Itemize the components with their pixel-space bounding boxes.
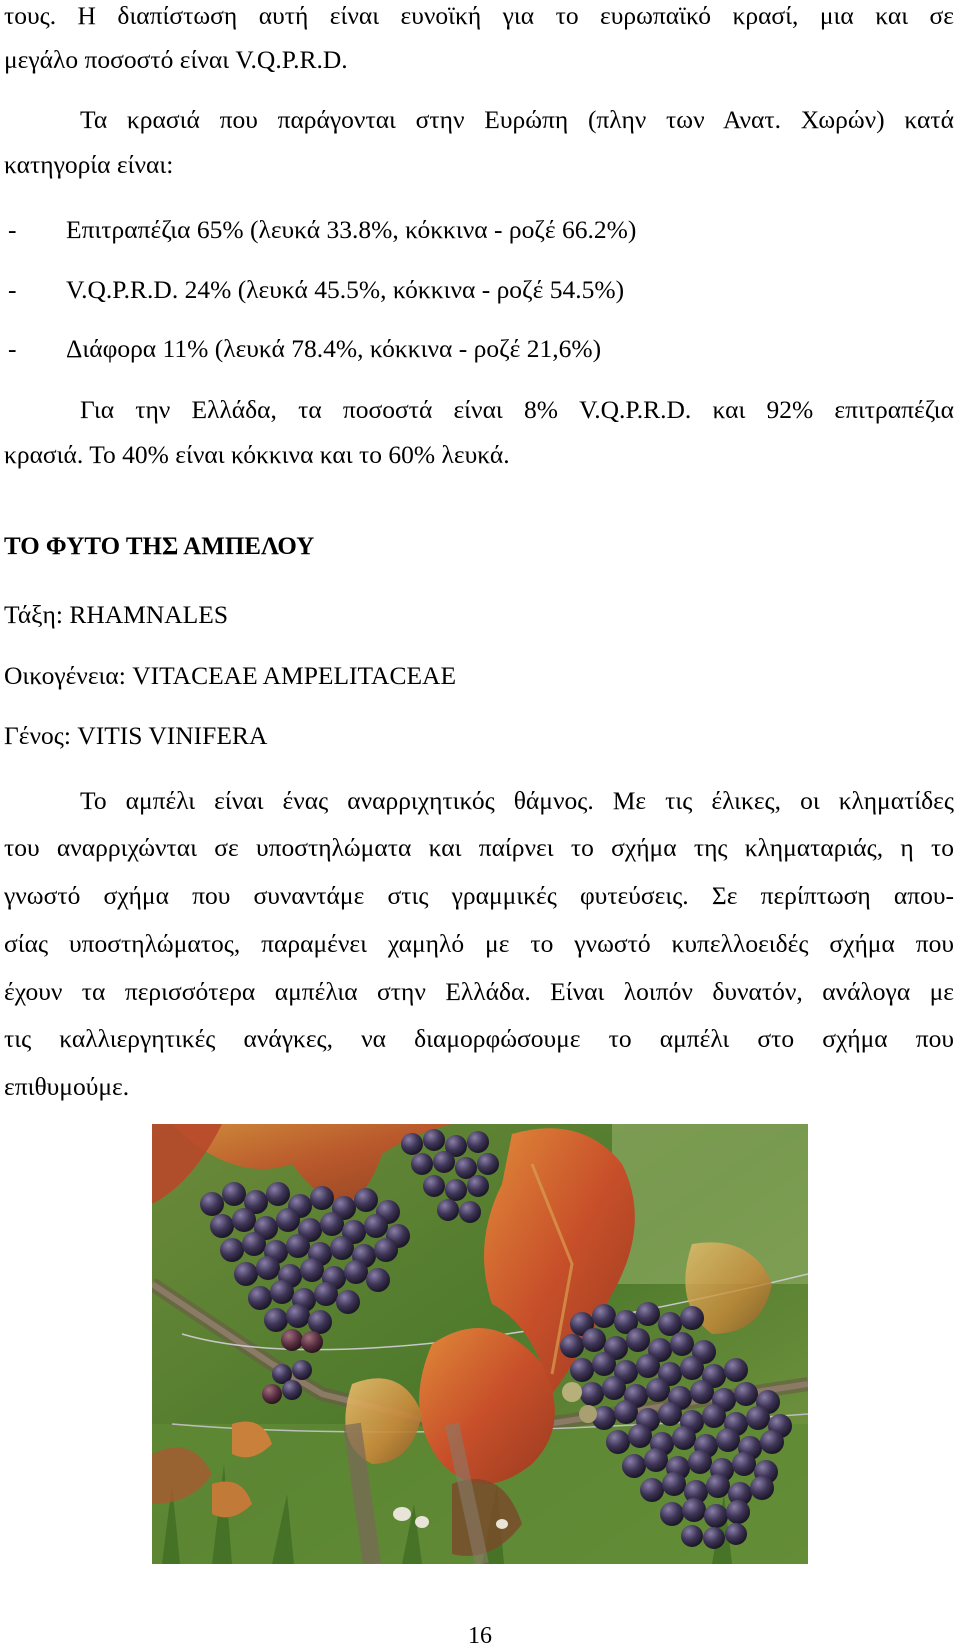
body-line-4: σίας υποστηλώματος, παραμένει χαμηλό με το γνωστό κυπελλοειδές σχήμα που <box>4 929 954 958</box>
dash-marker: - <box>8 275 17 304</box>
body-line-3: γνωστό σχήμα που συναντάμε στις γραμμικές φυτεύσεις. Σε περίπτωση απου- <box>4 881 954 910</box>
body-line-7: επιθυμούμε. <box>4 1072 130 1101</box>
europe-paragraph-line-1: Τα κρασιά που παράγονται στην Ευρώπη (πλην των Ανατ. Χωρών) κατά <box>80 105 954 134</box>
taxonomy-family: Οικογένεια: VITACEAE AMPELITACEAE <box>4 661 457 690</box>
category-text: Επιτραπέζια 65% (λευκά 33.8%, κόκκινα - ροζέ 66.2%) <box>66 215 637 244</box>
body-line-1: Το αμπέλι είναι ένας αναρριχητικός θάμνος. Με τις έλικες, οι κληματίδες <box>80 786 954 815</box>
dash-marker: - <box>8 334 17 363</box>
grapevine-photo <box>152 1124 808 1564</box>
intro-paragraph-line-2: μεγάλο ποσοστό είναι V.Q.P.R.D. <box>4 45 348 74</box>
greece-paragraph-line-2: κρασιά. Το 40% είναι κόκκινα και το 60% λευκά. <box>4 440 510 469</box>
dash-marker: - <box>8 215 17 244</box>
category-text: Διάφορα 11% (λευκά 78.4%, κόκκινα - ροζέ 21,6%) <box>66 334 602 363</box>
section-heading: ΤΟ ΦΥΤΟ ΤΗΣ ΑΜΠΕΛΟΥ <box>4 533 315 560</box>
grapes-and-autumn-leaves-illustration <box>152 1124 808 1564</box>
taxonomy-genus: Γένος: VITIS VINIFERA <box>4 721 268 750</box>
body-line-2: του αναρριχώνται σε υποστηλώματα και παίρνει το σχήμα της κληματαριάς, η το <box>4 833 954 862</box>
europe-paragraph-line-2: κατηγορία είναι: <box>4 150 174 179</box>
greece-paragraph-line-1: Για την Ελλάδα, τα ποσοστά είναι 8% V.Q.P.R.D. και 92% επιτραπέζια <box>80 395 954 424</box>
intro-paragraph-line-1: τους. Η διαπίστωση αυτή είναι ευνοϊκή για το ευρωπαϊκό κρασί, μια και σε <box>4 1 954 30</box>
body-line-6: τις καλλιεργητικές ανάγκες, να διαμορφώσουμε το αμπέλι στο σχήμα που <box>4 1024 954 1053</box>
taxonomy-order: Τάξη: RHAMNALES <box>4 600 229 629</box>
category-text: V.Q.P.R.D. 24% (λευκά 45.5%, κόκκινα - ροζέ 54.5%) <box>66 275 625 304</box>
body-line-5: έχουν τα περισσότερα αμπέλια στην Ελλάδα. Είναι λοιπόν δυνατόν, ανάλογα με <box>4 977 954 1006</box>
page-number: 16 <box>468 1623 492 1649</box>
